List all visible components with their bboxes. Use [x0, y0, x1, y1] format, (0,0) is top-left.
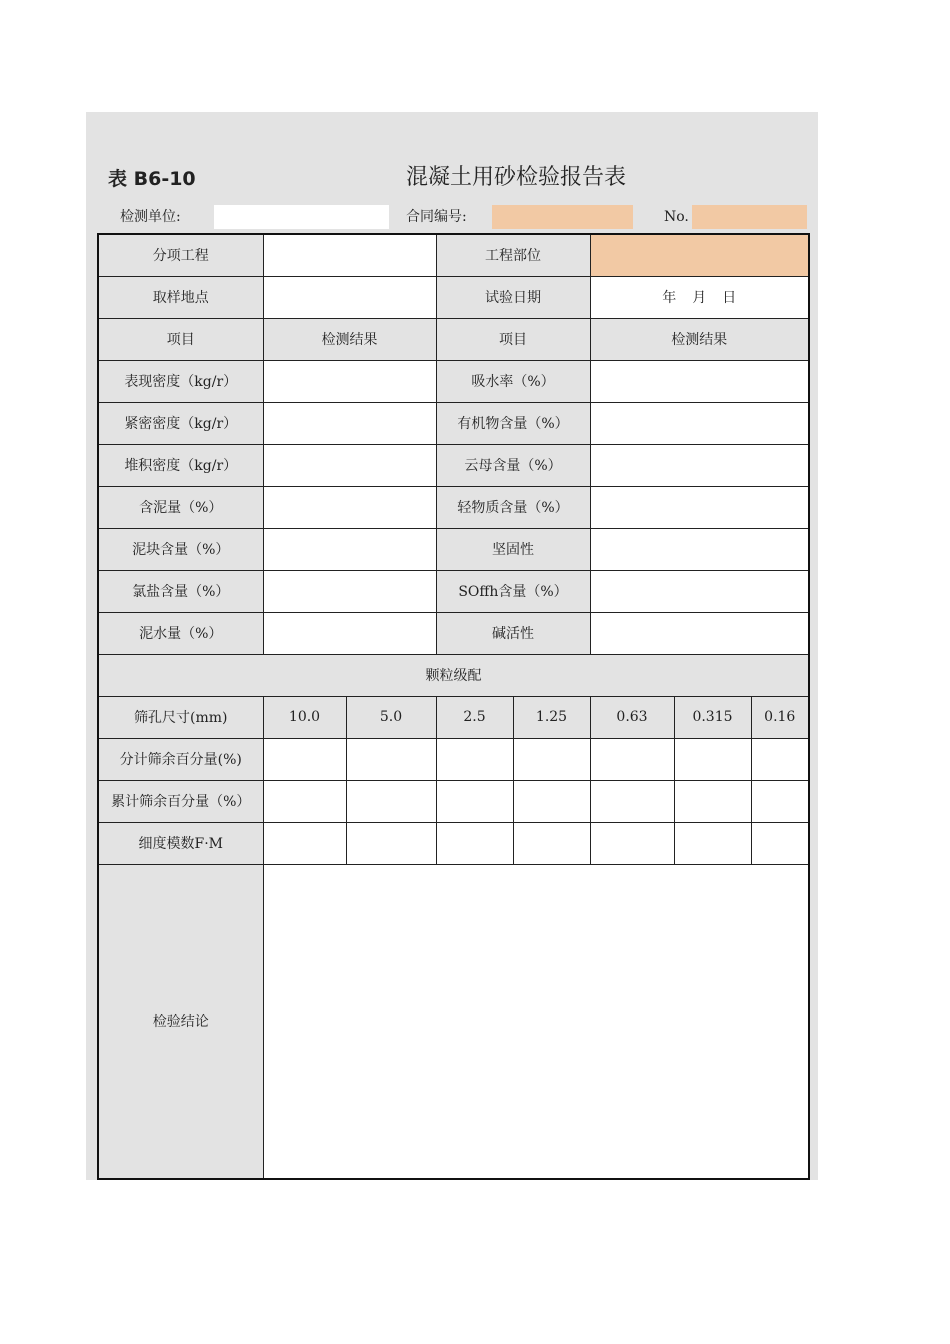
sieve-size: 10.0 — [263, 696, 346, 738]
sampling-site-field[interactable] — [263, 276, 436, 318]
cumulative-retained-label: 累计筛余百分量（%） — [98, 780, 263, 822]
property-label: 碱活性 — [436, 612, 590, 654]
fineness-modulus-label: 细度模数F·M — [98, 822, 263, 864]
partial-retained-cell[interactable] — [674, 738, 751, 780]
conclusion-field[interactable] — [263, 864, 809, 1179]
property-result-field[interactable] — [263, 486, 436, 528]
property-label: 表现密度（kg/r） — [98, 360, 263, 402]
property-result-field[interactable] — [590, 444, 809, 486]
date-day: 日 — [722, 290, 737, 306]
sieve-size: 0.16 — [751, 696, 809, 738]
property-result-field[interactable] — [590, 486, 809, 528]
project-location-label: 工程部位 — [436, 234, 590, 276]
property-label: 有机物含量（%） — [436, 402, 590, 444]
property-result-field[interactable] — [590, 528, 809, 570]
property-result-field[interactable] — [263, 402, 436, 444]
conclusion-label: 检验结论 — [98, 864, 263, 1179]
property-label: 含泥量（%） — [98, 486, 263, 528]
property-label: 氯盐含量（%） — [98, 570, 263, 612]
project-location-field[interactable] — [590, 234, 809, 276]
sieve-size: 5.0 — [346, 696, 436, 738]
fineness-modulus-cell[interactable] — [346, 822, 436, 864]
property-result-field[interactable] — [590, 612, 809, 654]
sieve-size: 0.315 — [674, 696, 751, 738]
partial-retained-cell[interactable] — [751, 738, 809, 780]
property-result-field[interactable] — [263, 528, 436, 570]
sub-project-label: 分项工程 — [98, 234, 263, 276]
cumulative-retained-cell[interactable] — [346, 780, 436, 822]
no-label: No. — [664, 209, 689, 225]
fineness-modulus-cell[interactable] — [751, 822, 809, 864]
property-label: 泥块含量（%） — [98, 528, 263, 570]
item-header: 项目 — [98, 318, 263, 360]
property-result-field[interactable] — [263, 360, 436, 402]
sieve-size: 2.5 — [436, 696, 513, 738]
result-header-2: 检测结果 — [590, 318, 809, 360]
unit-label: 检测单位: — [120, 209, 181, 225]
property-label: SOffh含量（%） — [436, 570, 590, 612]
sieve-size: 1.25 — [513, 696, 590, 738]
sampling-site-label: 取样地点 — [98, 276, 263, 318]
property-result-field[interactable] — [263, 444, 436, 486]
property-label: 紧密密度（kg/r） — [98, 402, 263, 444]
property-label: 云母含量（%） — [436, 444, 590, 486]
cumulative-retained-cell[interactable] — [590, 780, 674, 822]
property-result-field[interactable] — [263, 570, 436, 612]
unit-field[interactable] — [214, 205, 389, 229]
contract-label: 合同编号: — [406, 209, 467, 225]
sub-project-field[interactable] — [263, 234, 436, 276]
property-result-field[interactable] — [263, 612, 436, 654]
property-label: 泥水量（%） — [98, 612, 263, 654]
result-header: 检测结果 — [263, 318, 436, 360]
sieve-size-label: 筛孔尺寸(mm) — [98, 696, 263, 738]
partial-retained-cell[interactable] — [590, 738, 674, 780]
fineness-modulus-cell[interactable] — [513, 822, 590, 864]
property-result-field[interactable] — [590, 570, 809, 612]
cumulative-retained-cell[interactable] — [674, 780, 751, 822]
test-date-label: 试验日期 — [436, 276, 590, 318]
property-label: 吸水率（%） — [436, 360, 590, 402]
fineness-modulus-cell[interactable] — [263, 822, 346, 864]
cumulative-retained-cell[interactable] — [513, 780, 590, 822]
grading-title: 颗粒级配 — [98, 654, 809, 696]
date-year: 年 — [662, 290, 677, 306]
fineness-modulus-cell[interactable] — [590, 822, 674, 864]
partial-retained-cell[interactable] — [346, 738, 436, 780]
form-title: 混凝土用砂检验报告表 — [405, 165, 626, 190]
partial-retained-label: 分计筛余百分量(%) — [98, 738, 263, 780]
form-code: 表 B6-10 — [108, 168, 196, 190]
partial-retained-cell[interactable] — [436, 738, 513, 780]
partial-retained-cell[interactable] — [263, 738, 346, 780]
fineness-modulus-cell[interactable] — [674, 822, 751, 864]
cumulative-retained-cell[interactable] — [436, 780, 513, 822]
property-result-field[interactable] — [590, 360, 809, 402]
report-table — [97, 233, 810, 1180]
cumulative-retained-cell[interactable] — [263, 780, 346, 822]
item-header-2: 项目 — [436, 318, 590, 360]
date-month: 月 — [692, 290, 707, 306]
contract-number-field[interactable] — [492, 205, 633, 229]
report-number-field[interactable] — [692, 205, 807, 229]
property-result-field[interactable] — [590, 402, 809, 444]
property-label: 坚固性 — [436, 528, 590, 570]
sieve-size: 0.63 — [590, 696, 674, 738]
property-label: 堆积密度（kg/r） — [98, 444, 263, 486]
partial-retained-cell[interactable] — [513, 738, 590, 780]
property-label: 轻物质含量（%） — [436, 486, 590, 528]
cumulative-retained-cell[interactable] — [751, 780, 809, 822]
fineness-modulus-cell[interactable] — [436, 822, 513, 864]
test-date-field[interactable] — [590, 276, 809, 318]
